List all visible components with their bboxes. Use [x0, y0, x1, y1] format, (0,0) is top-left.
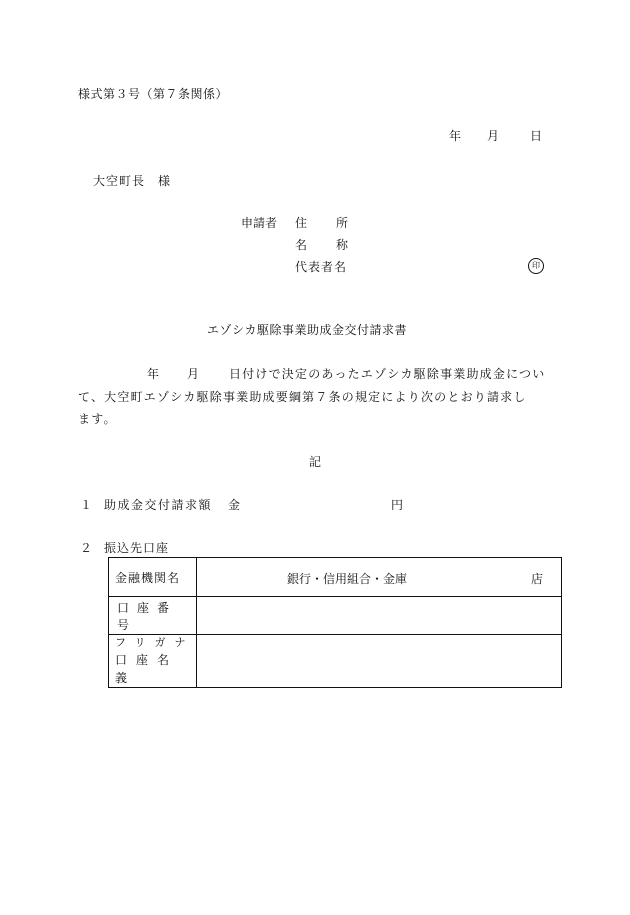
- form-number: 様式第３号（第７条関係）: [78, 87, 229, 101]
- item1-label: 助成金交付請求額: [104, 498, 213, 512]
- addressee: 大空町長 様: [93, 174, 172, 188]
- table-row: [109, 558, 562, 597]
- body-text-line-3: ます。: [78, 412, 117, 426]
- branch-suffix: 店: [530, 572, 543, 586]
- seal-mark: 印: [528, 258, 544, 274]
- item2-number: ２: [80, 541, 93, 555]
- bank-label: 金融機関名: [109, 558, 197, 597]
- body-text-line-1: 日付けで決定のあったエゾシカ駆除事業助成金につい: [229, 367, 546, 381]
- item1-prefix: 金: [228, 498, 241, 512]
- date-year-label: 年: [449, 129, 462, 143]
- name-label-2: 称: [336, 238, 349, 252]
- ki-heading: 記: [309, 455, 322, 469]
- body-month-label: 月: [187, 367, 200, 381]
- account-number-label: 口座番号: [109, 597, 197, 635]
- document-title: エゾシカ駆除事業助成金交付請求書: [207, 323, 408, 337]
- body-year-label: 年: [147, 367, 160, 381]
- table-row: [109, 635, 562, 688]
- account-number-cell: [197, 597, 562, 635]
- account-name-cell: [197, 635, 562, 688]
- name-label-1: 名: [295, 238, 308, 252]
- representative-label: 代表者名: [295, 260, 348, 274]
- bank-types: 銀行・信用組合・金庫: [287, 572, 408, 586]
- applicant-label: 申請者: [241, 216, 278, 230]
- account-table: [108, 557, 562, 688]
- date-month-label: 月: [487, 129, 500, 143]
- item1-suffix: 円: [391, 498, 404, 512]
- account-name-label: 口座名義: [115, 653, 179, 685]
- body-text-line-2: て、大空町エゾシカ駆除事業助成要綱第７条の規定により次のとおり請求し: [78, 390, 527, 404]
- item1-number: １: [80, 498, 93, 512]
- table-row: [109, 597, 562, 635]
- date-day-label: 日: [530, 129, 543, 143]
- furigana-label: フリガナ: [115, 636, 195, 649]
- item2-label: 振込先口座: [104, 541, 170, 555]
- address-label-2: 所: [336, 216, 349, 230]
- address-label-1: 住: [295, 216, 308, 230]
- account-name-label-cell: [109, 635, 197, 688]
- bank-name-cell: [197, 558, 562, 597]
